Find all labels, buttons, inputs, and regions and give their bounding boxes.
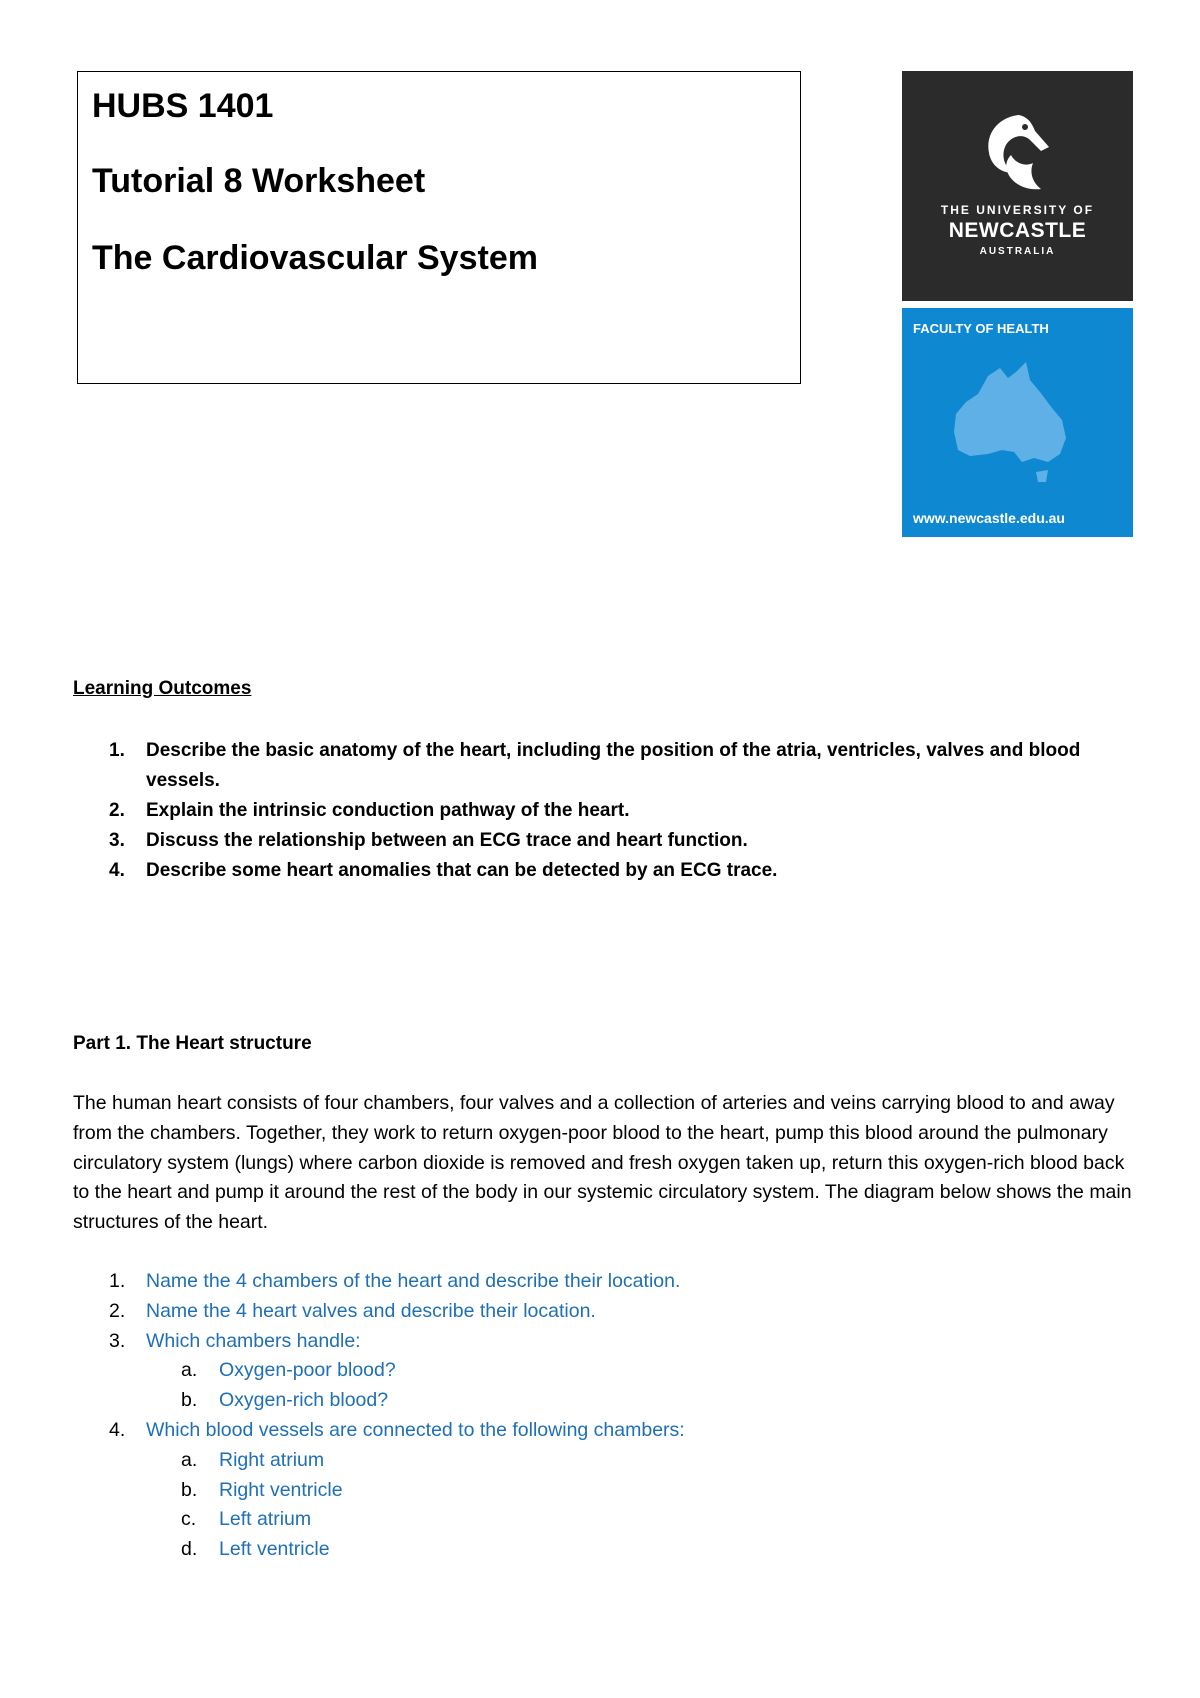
sub-question-list	[146, 1356, 1133, 1416]
course-code: HUBS 1401	[92, 87, 274, 125]
part1-heading: Part 1. The Heart structure	[73, 1033, 312, 1054]
seahorse-seal-icon	[975, 111, 1061, 197]
sub-question-text: Right atrium	[219, 1448, 325, 1471]
question-item	[73, 1416, 1133, 1565]
item-text: Discuss the relationship between an ECG trace and heart function.	[146, 830, 748, 851]
university-logo	[902, 71, 1133, 301]
question-text: Name the 4 heart valves and describe their location.	[146, 1299, 596, 1322]
item-text: Explain the intrinsic conduction pathway of the heart.	[146, 800, 630, 821]
learning-outcomes-heading: Learning Outcomes	[73, 678, 252, 699]
sub-question-letter: b.	[181, 1389, 198, 1412]
sub-question-list	[146, 1446, 1133, 1565]
logo-text-line1: THE UNIVERSITY OF	[940, 203, 1095, 217]
sub-question-item	[146, 1476, 1133, 1506]
question-number: 2.	[109, 1299, 126, 1322]
faculty-label: FACULTY OF HEALTH	[913, 321, 1049, 336]
sub-question-text: Right ventricle	[219, 1478, 343, 1501]
sub-question-text: Oxygen-rich blood?	[219, 1389, 389, 1412]
item-text: Describe some heart anomalies that can be detected by an ECG trace.	[146, 860, 778, 881]
sub-question-letter: c.	[181, 1508, 197, 1531]
sub-question-text: Left atrium	[219, 1508, 312, 1531]
question-text: Which blood vessels are connected to the following chambers:	[146, 1418, 685, 1441]
sub-question-text: Left ventricle	[219, 1538, 330, 1561]
learning-outcomes-list	[73, 736, 1133, 886]
sub-question-item	[146, 1505, 1133, 1535]
question-text: Which chambers handle:	[146, 1329, 361, 1352]
list-item	[73, 856, 1133, 886]
sub-question-letter: a.	[181, 1359, 198, 1382]
list-item	[73, 736, 1133, 796]
item-number: 1.	[109, 740, 125, 761]
sub-question-text: Oxygen-poor blood?	[219, 1359, 396, 1382]
question-item	[73, 1267, 1133, 1297]
sub-question-letter: b.	[181, 1478, 198, 1501]
item-number: 4.	[109, 860, 125, 881]
question-text: Name the 4 chambers of the heart and describe their location.	[146, 1270, 681, 1292]
question-item	[73, 1297, 1133, 1327]
topic-title: The Cardiovascular System	[92, 239, 538, 277]
question-number: 1.	[109, 1270, 126, 1292]
faculty-panel	[902, 308, 1133, 537]
sub-question-item	[146, 1446, 1133, 1476]
question-number: 3.	[109, 1329, 126, 1352]
part1-intro-paragraph: The human heart consists of four chambers, four valves and a collection of arteries and veins carrying blood to and away from the chambers. Together, they work to return oxygen-poor blood to the heart, pump this blood around the pulmonary circulatory system (lungs) where carbon dioxide is removed and fresh oxygen taken up, return this oxygen-rich blood back to the heart and pump it around the rest of the body in our systemic circulatory system. The diagram below shows the main structures of the heart.	[73, 1092, 1132, 1234]
logo-text-australia: AUSTRALIA	[979, 246, 1056, 257]
website-link[interactable]: www.newcastle.edu.au	[913, 510, 1065, 526]
australia-map-icon	[948, 358, 1078, 488]
sub-question-item	[146, 1386, 1133, 1416]
sub-question-letter: a.	[181, 1448, 198, 1471]
worksheet-title: Tutorial 8 Worksheet	[92, 162, 426, 200]
item-number: 2.	[109, 800, 125, 821]
list-item	[73, 826, 1133, 856]
question-number: 4.	[109, 1418, 126, 1441]
question-item	[73, 1327, 1133, 1416]
logo-text-newcastle: NEWCASTLE	[948, 219, 1087, 242]
item-text: Describe the basic anatomy of the heart, including the position of the atria, ventricles, valves and blood vessels.	[146, 740, 1081, 791]
sub-question-item	[146, 1356, 1133, 1386]
title-box	[77, 71, 801, 384]
part1-questions-list	[73, 1267, 1133, 1565]
sub-question-item	[146, 1535, 1133, 1565]
list-item	[73, 796, 1133, 826]
item-number: 3.	[109, 830, 125, 851]
sub-question-letter: d.	[181, 1538, 198, 1561]
